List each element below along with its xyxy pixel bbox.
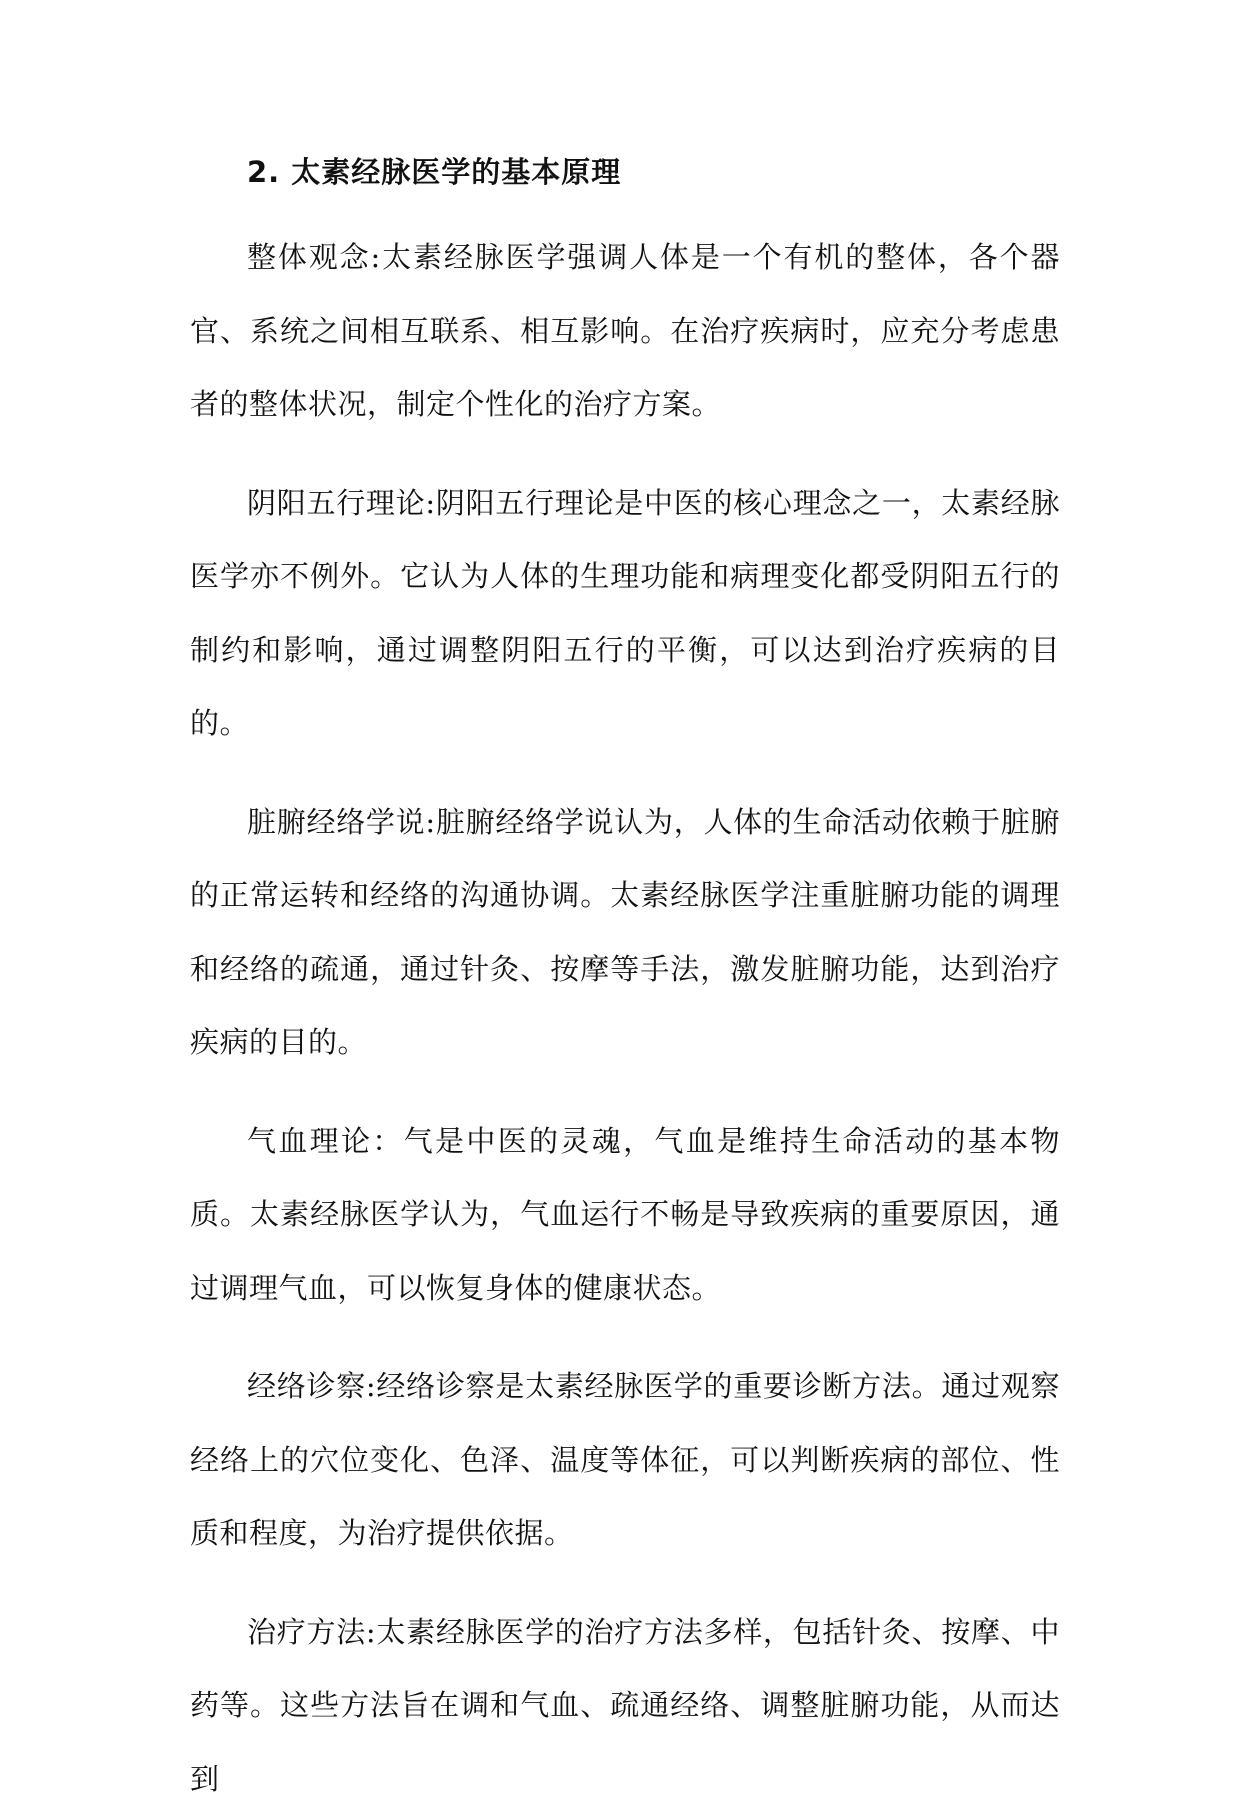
paragraph-text: 气是中医的灵魂，气血是维持生命活动的基本物质。太素经脉医学认为，气血运行不畅是导致疾病的重要原因，通过调理气血，可以恢复身体的健康状态。	[190, 1124, 1060, 1305]
section-heading: 2. 太素经脉医学的基本原理	[190, 148, 1060, 196]
paragraph-text: 太素经脉医学强调人体是一个有机的整体，各个器官、系统之间相互联系、相互影响。在治疗疾病时，应充分考虑患者的整体状况，制定个性化的治疗方案。	[190, 240, 1060, 421]
paragraph-text: 阴阳五行理论是中医的核心理念之一，太素经脉医学亦不例外。它认为人体的生理功能和病理变化都受阴阳五行的制约和影响，通过调整阴阳五行的平衡，可以达到治疗疾病的目的。	[190, 486, 1060, 741]
paragraph-term: 经络诊察:	[247, 1369, 376, 1403]
paragraph-term: 治疗方法:	[247, 1615, 376, 1649]
paragraph-yin-yang-five-elements	[190, 467, 1060, 761]
paragraph-text: 经络诊察是太素经脉医学的重要诊断方法。通过观察经络上的穴位变化、色泽、温度等体征，可以判断疾病的部位、性质和程度，为治疗提供依据。	[190, 1369, 1060, 1550]
paragraph-term: 整体观念:	[247, 240, 381, 274]
paragraph-term: 阴阳五行理论:	[247, 486, 436, 520]
paragraph-text: 太素经脉医学的治疗方法多样，包括针灸、按摩、中药等。这些方法旨在调和气血、疏通经络、调整脏腑功能，从而达到	[190, 1615, 1060, 1796]
paragraph-zang-fu-meridians	[190, 786, 1060, 1080]
paragraph-meridian-diagnosis	[190, 1350, 1060, 1571]
paragraph-qi-blood	[190, 1105, 1060, 1326]
document-body	[190, 148, 1060, 1816]
paragraph-treatment-methods	[190, 1596, 1060, 1816]
paragraph-holism	[190, 221, 1060, 442]
paragraph-term: 气血理论：	[247, 1124, 404, 1158]
paragraph-term: 脏腑经络学说:	[247, 805, 436, 839]
paragraph-text: 脏腑经络学说认为，人体的生命活动依赖于脏腑的正常运转和经络的沟通协调。太素经脉医学注重脏腑功能的调理和经络的疏通，通过针灸、按摩等手法，激发脏腑功能，达到治疗疾病的目的。	[190, 805, 1060, 1060]
